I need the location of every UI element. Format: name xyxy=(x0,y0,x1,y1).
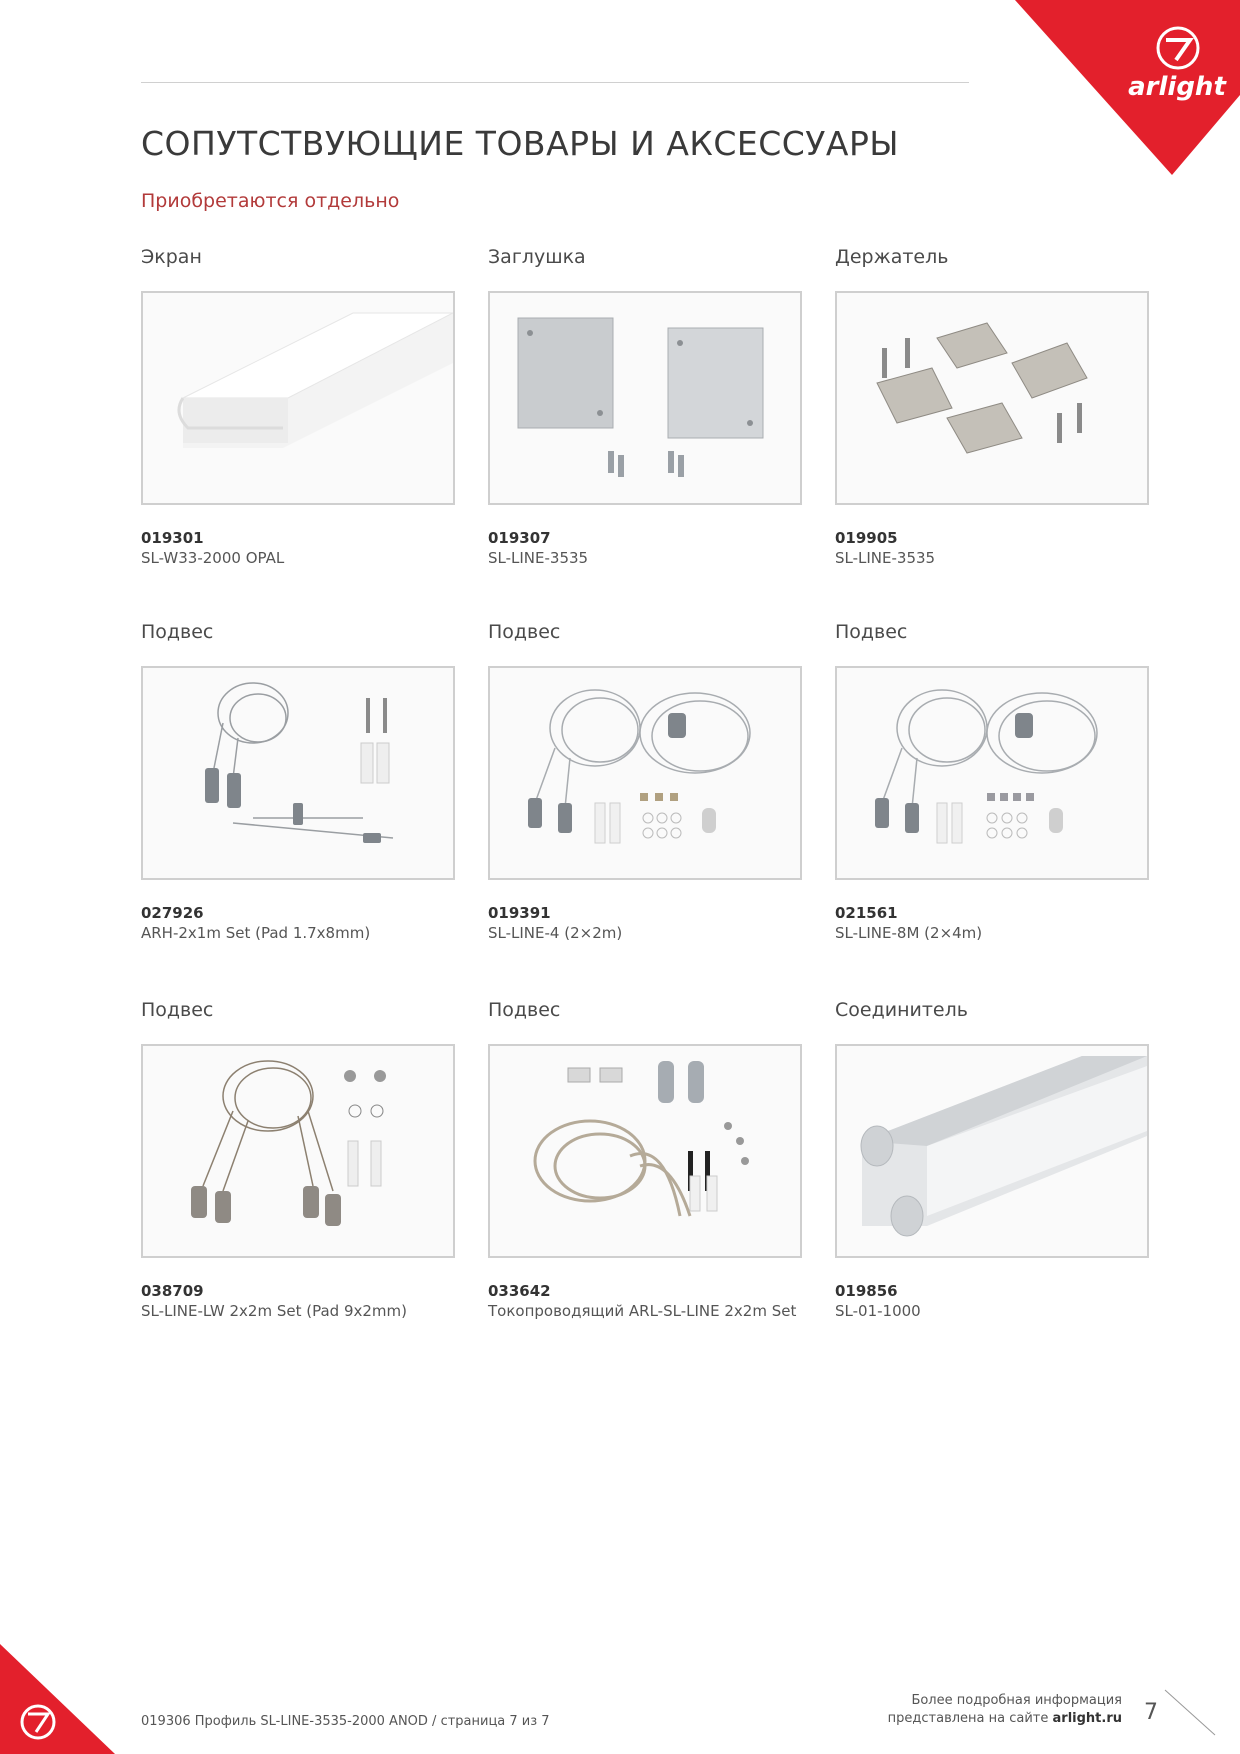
product-card xyxy=(488,999,802,1320)
product-image xyxy=(488,1044,802,1258)
footer-info xyxy=(888,1692,1122,1728)
product-category: Подвес xyxy=(488,621,561,643)
product-card xyxy=(141,999,455,1320)
product-image xyxy=(141,1044,455,1258)
product-card xyxy=(835,246,1149,567)
product-category: Подвес xyxy=(141,621,214,643)
product-code: 027926 xyxy=(141,904,204,922)
product-name: ARH-2x1m Set (Pad 1.7x8mm) xyxy=(141,924,371,942)
product-card xyxy=(488,246,802,567)
product-code: 038709 xyxy=(141,1282,204,1300)
footer-info-line2: представлена на сайте arlight.ru xyxy=(887,1711,1122,1726)
product-name: SL-W33-2000 OPAL xyxy=(141,549,285,567)
page-number: 7 xyxy=(1144,1700,1158,1725)
product-card xyxy=(835,621,1149,942)
product-code: 033642 xyxy=(488,1282,551,1300)
product-category: Подвес xyxy=(488,999,561,1021)
product-code: 019301 xyxy=(141,529,204,547)
product-name: SL-LINE-8M (2×4m) xyxy=(835,924,983,942)
product-name: SL-01-1000 xyxy=(835,1302,921,1320)
brand-corner-bottom xyxy=(0,1614,120,1754)
product-image xyxy=(835,291,1149,505)
product-image xyxy=(488,666,802,880)
product-category: Подвес xyxy=(835,621,908,643)
product-code: 019856 xyxy=(835,1282,898,1300)
product-name: SL-LINE-3535 xyxy=(488,549,589,567)
page-corner-decoration xyxy=(1160,1680,1220,1740)
brand-corner-top xyxy=(940,0,1240,180)
page-title: СОПУТСТВУЮЩИЕ ТОВАРЫ И АКСЕССУАРЫ xyxy=(141,124,900,163)
product-category: Экран xyxy=(141,246,202,268)
product-name: SL-LINE-3535 xyxy=(835,549,936,567)
logo-text: arlight xyxy=(1128,72,1226,102)
page-subtitle: Приобретаются отдельно xyxy=(141,190,400,212)
product-image xyxy=(835,1044,1149,1258)
product-name: Токопроводящий ARL-SL-LINE 2x2m Set xyxy=(488,1302,797,1320)
product-code: 019905 xyxy=(835,529,898,547)
product-category: Держатель xyxy=(835,246,949,268)
product-image xyxy=(835,666,1149,880)
product-category: Заглушка xyxy=(488,246,586,268)
site-link[interactable]: arlight.ru xyxy=(1052,1711,1122,1726)
document-reference: 019306 Профиль SL-LINE-3535-2000 ANOD / страница 7 из 7 xyxy=(141,1714,550,1729)
product-name: SL-LINE-4 (2×2m) xyxy=(488,924,623,942)
product-card xyxy=(835,999,1149,1320)
product-card xyxy=(141,621,455,942)
product-card xyxy=(488,621,802,942)
product-code: 019307 xyxy=(488,529,551,547)
product-image xyxy=(141,291,455,505)
product-category: Соединитель xyxy=(835,999,968,1021)
product-image xyxy=(141,666,455,880)
header-rule xyxy=(141,82,969,83)
product-image xyxy=(488,291,802,505)
product-category: Подвес xyxy=(141,999,214,1021)
product-name: SL-LINE-LW 2x2m Set (Pad 9x2mm) xyxy=(141,1302,407,1320)
product-card xyxy=(141,246,455,567)
product-code: 019391 xyxy=(488,904,551,922)
footer-info-line1: Более подробная информация xyxy=(911,1693,1122,1708)
product-code: 021561 xyxy=(835,904,898,922)
